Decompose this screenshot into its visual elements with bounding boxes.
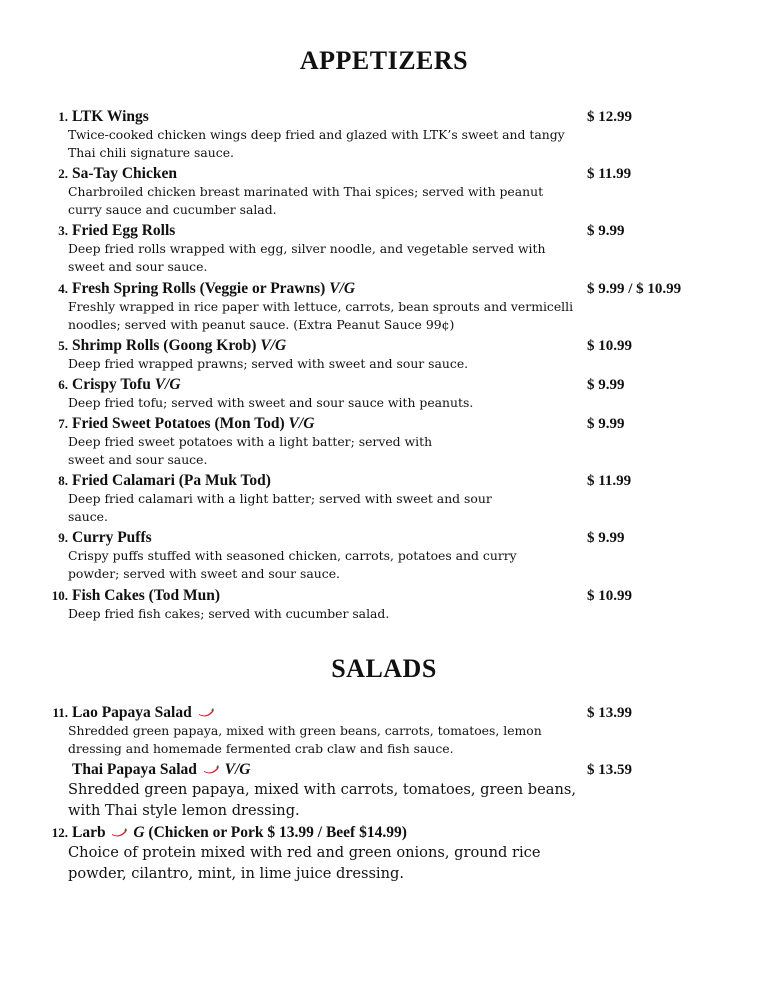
item-price: $ 13.59: [587, 762, 632, 778]
item-name: LTK Wings: [72, 108, 149, 125]
item-number: 7.: [58, 416, 68, 431]
dietary-tag: V/G: [329, 280, 356, 297]
menu-item-lao-papaya-salad: [45, 704, 745, 758]
item-name: Sa-Tay Chicken: [72, 165, 177, 182]
item-price: $ 10.99: [587, 338, 632, 354]
item-name: Thai Papaya Salad: [72, 761, 197, 778]
menu-item-sa-tay-chicken: [45, 165, 745, 219]
menu-item-fried-sweet-potatoes: [45, 415, 745, 469]
item-number: 2.: [58, 166, 68, 181]
item-name: Fish Cakes (Tod Mun): [72, 587, 221, 604]
item-price: $ 10.99: [587, 588, 632, 604]
item-name: Curry Puffs: [72, 529, 152, 546]
item-name: Fried Egg Rolls: [72, 222, 176, 239]
item-number: 9.: [58, 530, 68, 545]
item-price: $ 9.99: [587, 416, 625, 432]
dietary-tag: V/G: [260, 337, 287, 354]
item-description: Deep fried calamari with a light batter; served with sweet and sour sauce.: [68, 491, 492, 524]
item-name: Fresh Spring Rolls (Veggie or Prawns): [72, 280, 326, 297]
item-description: Deep fried rolls wrapped with egg, silver noodle, and vegetable served with sweet and sour sauce.: [68, 241, 546, 274]
item-number: 3.: [58, 223, 68, 238]
item-number: 12.: [51, 825, 68, 840]
item-description: Deep fried tofu; served with sweet and sour sauce with peanuts.: [68, 395, 474, 410]
item-number: 11.: [52, 705, 68, 720]
item-description: Deep fried fish cakes; served with cucumber salad.: [68, 606, 390, 621]
menu-item-crispy-tofu: [45, 376, 745, 412]
item-price: $ 11.99: [587, 473, 632, 489]
item-description: Shredded green papaya, mixed with carrots, tomatoes, green beans, with Thai style lemon dressing.: [68, 781, 576, 819]
item-number: 5.: [58, 338, 68, 353]
item-price: $ 11.99: [587, 166, 632, 182]
item-price: $ 13.99: [587, 705, 632, 721]
item-description: Crispy puffs stuffed with seasoned chicken, carrots, potatoes and curry powder; served with sweet and sour sauce.: [68, 548, 517, 581]
item-number: 4.: [58, 281, 68, 296]
chili-pepper-icon: [111, 828, 127, 838]
menu-item-fresh-spring-rolls: [45, 280, 745, 334]
dietary-tag: V/G: [224, 761, 251, 778]
menu-item-ltk-wings: [45, 108, 745, 162]
dietary-tag: V/G: [288, 415, 315, 432]
chili-pepper-icon: [198, 708, 214, 718]
menu-item-thai-papaya-salad: [45, 761, 745, 821]
item-description: Freshly wrapped in rice paper with lettuce, carrots, bean sprouts and vermicelli noodles; served with peanut sauce. (Extra Peanut Sauce 99¢): [68, 299, 574, 332]
item-price: $ 9.99: [587, 530, 625, 546]
item-price: $ 12.99: [587, 109, 632, 125]
item-price: $ 9.99: [587, 377, 625, 393]
item-description: Choice of protein mixed with red and green onions, ground rice powder, cilantro, mint, in lime juice dressing.: [68, 844, 541, 882]
item-number: 10.: [51, 588, 68, 603]
dietary-tag: V/G: [154, 376, 181, 393]
item-number: 8.: [58, 473, 68, 488]
menu-item-fried-egg-rolls: [45, 222, 745, 276]
item-number: 6.: [58, 377, 68, 392]
dietary-tag: G: [133, 824, 145, 841]
item-price: $ 9.99 / $ 10.99: [587, 281, 682, 297]
item-description: Deep fried wrapped prawns; served with sweet and sour sauce.: [68, 356, 469, 371]
item-description: Twice-cooked chicken wings deep fried and glazed with LTK’s sweet and tangy Thai chili signature sauce.: [68, 127, 565, 160]
chili-pepper-icon: [203, 765, 219, 775]
item-description: Charbroiled chicken breast marinated with Thai spices; served with peanut curry sauce and cucumber salad.: [68, 184, 544, 217]
item-price-options: (Chicken or Pork $ 13.99 / Beef $14.99): [148, 824, 407, 841]
menu-item-shrimp-rolls: [45, 337, 745, 373]
item-name: Larb: [72, 824, 106, 841]
item-number: 1.: [58, 109, 68, 124]
item-price: $ 9.99: [587, 223, 625, 239]
menu-item-fried-calamari: [45, 472, 745, 526]
item-name: Shrimp Rolls (Goong Krob): [72, 337, 257, 354]
item-name: Fried Sweet Potatoes (Mon Tod): [72, 415, 285, 432]
item-description: Deep fried sweet potatoes with a light batter; served with sweet and sour sauce.: [68, 434, 433, 467]
item-name: Crispy Tofu: [72, 376, 151, 393]
menu-item-larb: [45, 824, 745, 884]
section-title-appetizers: APPETIZERS: [299, 46, 469, 75]
menu-item-curry-puffs: [45, 529, 745, 583]
item-name: Fried Calamari (Pa Muk Tod): [72, 472, 271, 489]
item-description: Shredded green papaya, mixed with green beans, carrots, tomatoes, lemon dressing and homemade fermented crab claw and fish sauce.: [68, 723, 542, 756]
menu-item-fish-cakes: [45, 587, 745, 623]
section-title-salads: SALADS: [331, 654, 437, 683]
item-name: Lao Papaya Salad: [72, 704, 192, 721]
